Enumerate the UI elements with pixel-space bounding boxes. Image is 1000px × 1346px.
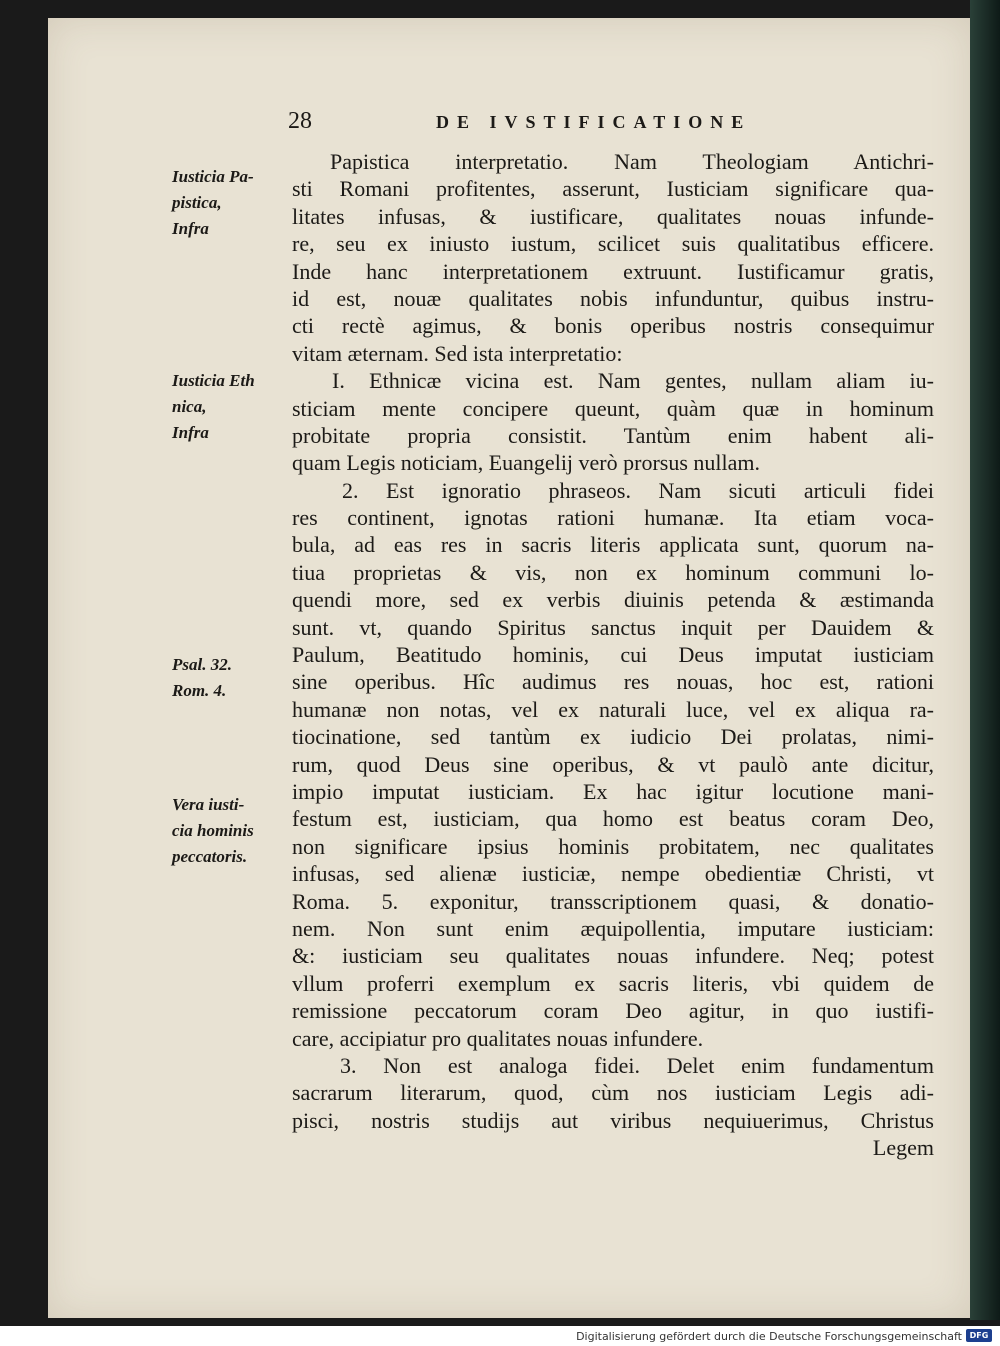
text-line: sti Romani profitentes, asserunt, Iusticiam significare qua-: [292, 176, 934, 202]
text-line: vitam æternam. Sed ista interpretatio:: [292, 340, 623, 366]
text-line: Paulum, Beatitudo hominis, cui Deus imputat iusticiam: [292, 642, 934, 668]
text-line: infusas, sed alienæ iusticiæ, nempe obedientiæ Christi, vt: [292, 861, 934, 887]
text-line: vllum proferri exemplum ex sacris literis, vbi quidem de: [292, 970, 934, 996]
text-line: &: iusticiam seu qualitates nouas infundere. Neq; potest: [292, 943, 934, 969]
text-line: quam Legis noticiam, Euangelij verò prorsus nullam.: [292, 450, 761, 476]
margin-note-vera-iusticia: Vera iusti- cia hominis peccatoris.: [172, 795, 254, 866]
margin-note-scripture-ref: Psal. 32. Rom. 4.: [172, 655, 232, 700]
text-line: quendi more, sed ex verbis diuinis petenda & æstimanda: [292, 587, 934, 613]
text-line: id est, nouæ qualitates nobis infunduntur, quibus instru-: [292, 285, 934, 311]
margin-note-ethnica: Iusticia Eth nica, Infra: [172, 371, 255, 442]
text-line: litates infusas, & iustificare, qualitates nouas infunde-: [292, 203, 934, 229]
text-line: 2. Est ignoratio phraseos. Nam sicuti articuli fidei: [342, 477, 934, 503]
text-line: Inde hanc interpretationem extruunt. Iustificamur gratis,: [292, 258, 934, 284]
text-line: tiocinatione, sed tantùm ex iudicio Dei prolatas, nimi-: [292, 724, 934, 750]
digitization-footer: [0, 1326, 1000, 1346]
text-line: festum est, iusticiam, qua homo est beatus coram Deo,: [292, 806, 934, 832]
text-line: pisci, nostris studijs aut viribus nequiuerimus, Christus: [292, 1107, 934, 1133]
text-line: sacrarum literarum, quod, cùm nos iusticiam Legis adi-: [292, 1080, 934, 1106]
text-line: impio imputat iusticiam. Ex hac igitur locutione mani-: [292, 778, 934, 804]
text-line: sunt. vt, quando Spiritus sanctus inquit per Dauidem &: [292, 614, 934, 640]
text-line: sine operibus. Hîc audimus res nouas, hoc est, rationi: [292, 669, 934, 695]
text-line: sticiam mente concipere queunt, quàm quæ in hominum: [292, 395, 934, 421]
page-number: 28: [288, 108, 312, 134]
body-text: [292, 148, 934, 1161]
book-spine-edge: [970, 0, 1000, 1320]
page-header: [0, 108, 1000, 138]
footer-credit: Digitalisierung gefördert durch die Deutsche Forschungsgemeinschaft: [576, 1330, 962, 1343]
text-line: non significare ipsius hominis probitatem, nec qualitates: [292, 833, 934, 859]
text-line: Papistica interpretatio. Nam Theologiam Antichri-: [330, 149, 934, 174]
text-line: I. Ethnicæ vicina est. Nam gentes, nullam aliam iu-: [332, 368, 934, 394]
text-line: bula, ad eas res in sacris literis applicata sunt, quorum na-: [292, 532, 934, 558]
text-line: 3. Non est analoga fidei. Delet enim fundamentum: [340, 1052, 934, 1078]
text-line: Roma. 5. exponitur, transscriptionem quasi, & donatio-: [292, 888, 934, 914]
text-line: probitate propria consistit. Tantùm enim habent ali-: [292, 422, 934, 448]
text-line: res continent, ignotas rationi humanæ. Ita etiam voca-: [292, 505, 934, 531]
text-line: care, accipiatur pro qualitates nouas infundere.: [292, 1025, 704, 1051]
text-line: rum, quod Deus sine operibus, & vt paulò ante dicitur,: [292, 751, 934, 777]
text-line: humanæ non notas, vel ex naturali luce, vel ex aliqua ra-: [292, 696, 934, 722]
text-line: cti rectè agimus, & bonis operibus nostris consequimur: [292, 313, 934, 339]
running-title: DE IVSTIFICATIONE: [436, 112, 752, 132]
text-line: re, seu ex iniusto iustum, scilicet suis qualitatibus efficere.: [292, 231, 934, 257]
catchword: Legem: [872, 1135, 934, 1161]
text-line: nem. Non sunt enim æquipollentia, imputare iusticiam:: [292, 915, 934, 941]
text-line: remissione peccatorum coram Deo agitur, in quo iustifi-: [292, 998, 934, 1024]
margin-note-papistica: Iusticia Pa- pistica, Infra: [172, 167, 254, 238]
text-line: tiua proprietas & vis, non ex hominum communi lo-: [292, 559, 934, 585]
dfg-logo: DFG: [966, 1329, 992, 1342]
